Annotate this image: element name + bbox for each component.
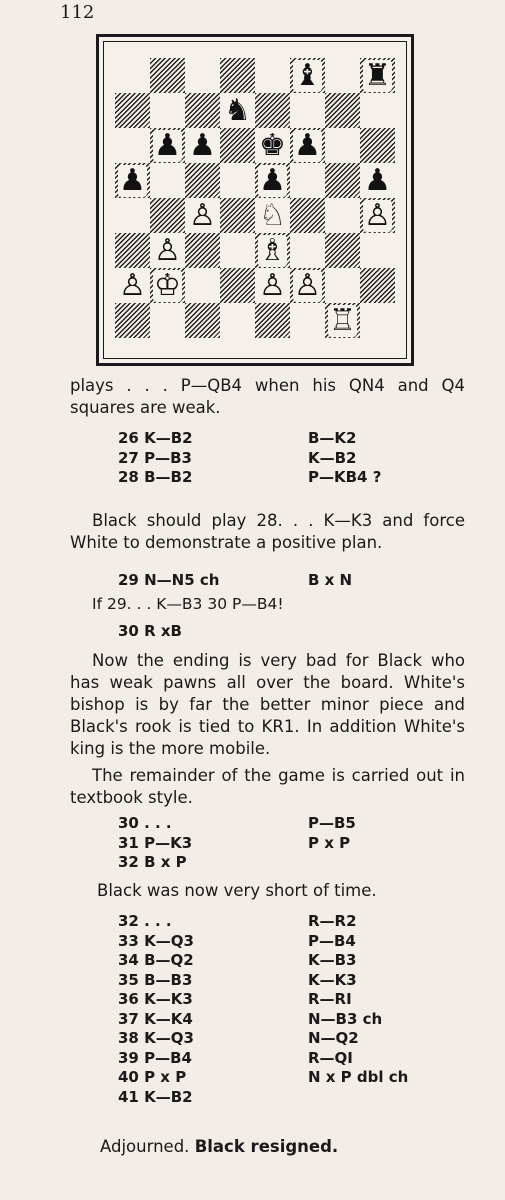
final-bold: Black resigned. — [194, 1137, 339, 1156]
board-square — [185, 268, 220, 303]
board-square — [325, 93, 360, 128]
chess-piece: ♞ — [224, 92, 251, 128]
board-square — [185, 93, 220, 128]
move-white: 28 B—B2 — [118, 468, 193, 486]
page-number: 112 — [60, 2, 95, 23]
chess-piece: ♖ — [329, 302, 356, 338]
move-white: 33 K—Q3 — [118, 931, 194, 950]
move-white: 32 . . . — [118, 912, 172, 930]
intro-text: plays . . . P—QB4 when his QN4 and Q4 squares are weak. — [70, 376, 465, 417]
board-square — [360, 93, 395, 128]
board-square — [115, 233, 150, 268]
board-square — [325, 128, 360, 163]
board-square — [150, 93, 185, 128]
move-29-white: 29 N—N5 ch — [118, 571, 220, 589]
chess-piece: ♗ — [259, 232, 286, 268]
board-square — [185, 233, 220, 268]
board-square — [325, 233, 360, 268]
move-black: P—B5 — [308, 814, 356, 832]
move-white: 30 . . . — [118, 814, 172, 832]
move-black: K—B2 — [308, 448, 357, 467]
chess-piece: ♙ — [119, 267, 146, 303]
note-4: The remainder of the game is carried out in textbook style. — [70, 766, 465, 807]
board-square — [360, 268, 395, 303]
board-square — [220, 128, 255, 163]
move-white: 38 K—Q3 — [118, 1029, 194, 1047]
chess-piece: ♟ — [294, 127, 321, 163]
board-square — [325, 268, 360, 303]
board-square — [220, 58, 255, 93]
move-black: N—Q2 — [308, 1029, 359, 1047]
board-square — [150, 163, 185, 198]
board-square — [325, 198, 360, 233]
chess-piece: ♝ — [294, 57, 321, 93]
board-square — [360, 233, 395, 268]
chess-piece: ♙ — [294, 267, 321, 303]
chess-piece: ♙ — [364, 197, 391, 233]
chess-diagram — [96, 34, 414, 366]
move-black: R—QI — [308, 1048, 353, 1067]
chess-piece: ♟ — [259, 162, 286, 198]
note-5: Black was now very short of time. — [97, 881, 377, 900]
chess-board — [115, 58, 395, 338]
chess-piece: ♟ — [189, 127, 216, 163]
move-white: 41 K—B2 — [118, 1087, 193, 1106]
board-square — [290, 163, 325, 198]
board-square — [115, 128, 150, 163]
board-square — [185, 58, 220, 93]
moves-black-3 — [308, 912, 408, 1088]
move-white: 36 K—K3 — [118, 990, 193, 1008]
move-black: K—B3 — [308, 951, 357, 969]
board-square — [150, 58, 185, 93]
board-square — [220, 163, 255, 198]
board-square — [115, 198, 150, 233]
board-square — [255, 303, 290, 338]
board-square — [220, 268, 255, 303]
moves-white-3 — [118, 912, 194, 1107]
board-square — [255, 58, 290, 93]
board-square — [360, 303, 395, 338]
chess-piece: ♔ — [154, 267, 181, 303]
final-plain: Adjourned. — [100, 1137, 190, 1156]
moves-white-1 — [118, 429, 193, 488]
chess-piece: ♟ — [119, 162, 146, 198]
board-square — [150, 198, 185, 233]
chess-piece: ♜ — [364, 57, 391, 93]
chess-piece: ♟ — [364, 162, 391, 198]
move-black: P x P — [308, 833, 351, 852]
move-black: B—K2 — [308, 429, 357, 447]
move-white: 27 P—B3 — [118, 448, 192, 467]
move-white: 26 K—B2 — [118, 429, 193, 447]
moves-black-1 — [308, 429, 381, 488]
move-white: 31 P—K3 — [118, 833, 193, 852]
board-square — [115, 303, 150, 338]
chess-piece: ♙ — [154, 232, 181, 268]
move-white: 35 B—B3 — [118, 970, 193, 989]
board-square — [150, 303, 185, 338]
board-square — [220, 233, 255, 268]
board-square — [185, 303, 220, 338]
board-square — [290, 233, 325, 268]
move-30: 30 R xB — [118, 622, 182, 640]
board-square — [325, 58, 360, 93]
moves-white-2 — [118, 814, 192, 873]
move-black: N—B3 ch — [308, 1009, 383, 1028]
note-2: If 29. . . K—B3 30 P—B4! — [92, 595, 284, 613]
board-square — [220, 303, 255, 338]
board-square — [290, 93, 325, 128]
board-square — [220, 198, 255, 233]
moves-black-2 — [308, 814, 356, 853]
move-black: P—KB4 ? — [308, 468, 382, 486]
board-square — [325, 163, 360, 198]
move-white: 34 B—Q2 — [118, 951, 194, 969]
chess-piece: ♘ — [259, 197, 286, 233]
move-black: R—R2 — [308, 912, 357, 930]
final-line — [100, 1136, 495, 1158]
move-29-black: B x N — [308, 571, 353, 589]
chess-piece: ♟ — [154, 127, 181, 163]
move-white: 32 B x P — [118, 853, 187, 871]
move-black: P—B4 — [308, 931, 356, 950]
note-1: Black should play 28. . . K—K3 and force White to demonstrate a positive plan. — [70, 511, 465, 552]
board-square — [115, 93, 150, 128]
board-square — [360, 128, 395, 163]
chess-piece: ♙ — [259, 267, 286, 303]
board-square — [255, 93, 290, 128]
board-square — [115, 58, 150, 93]
chess-piece: ♚ — [259, 127, 286, 163]
move-black: R—RI — [308, 990, 352, 1008]
move-black: N x P dbl ch — [308, 1068, 409, 1086]
note-3: Now the ending is very bad for Black who has weak pawns all over the board. White's bishop is by far the better minor piece and Black's rook is tied to KR1. In addition White's king is the more mobile. — [70, 651, 465, 758]
board-square — [185, 163, 220, 198]
move-white: 40 P x P — [118, 1068, 187, 1086]
move-black: K—K3 — [308, 970, 357, 989]
move-white: 39 P—B4 — [118, 1048, 192, 1067]
board-square — [290, 198, 325, 233]
board-square — [290, 303, 325, 338]
chess-piece: ♙ — [189, 197, 216, 233]
move-white: 37 K—K4 — [118, 1009, 193, 1028]
